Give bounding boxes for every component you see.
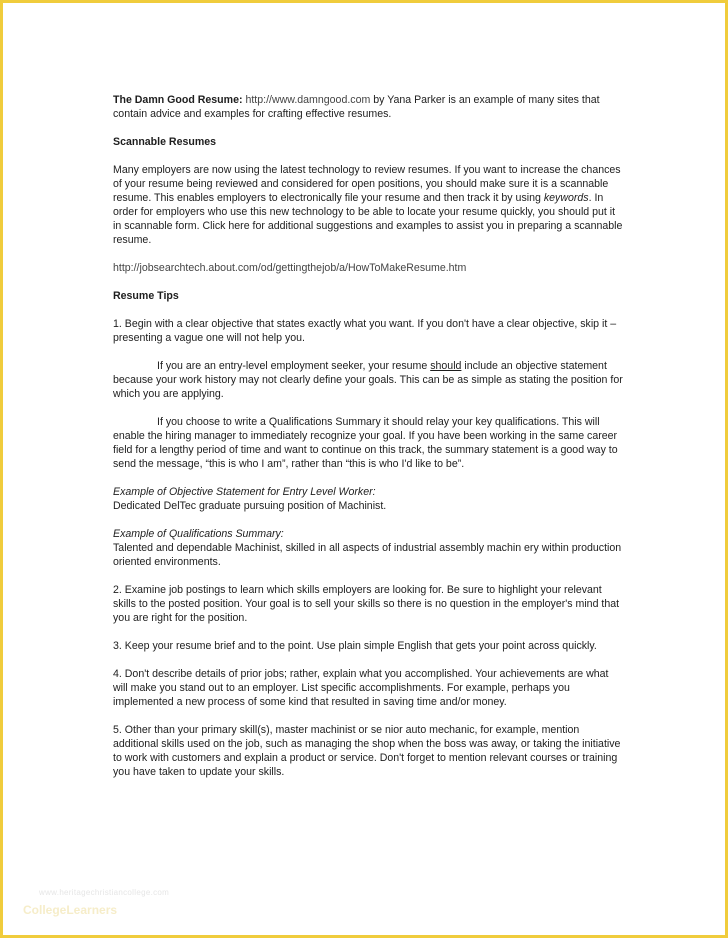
- tip-1-entry-text-a: If you are an entry-level employment seeker, your resume: [157, 360, 431, 372]
- should-underlined: should: [430, 360, 462, 372]
- intro-lead: The Damn Good Resume:: [113, 94, 243, 106]
- scannable-paragraph: [113, 163, 623, 247]
- example-1-label: Example of Objective Statement for Entry Level Worker:: [113, 486, 376, 498]
- scannable-text-a: Many employers are now using the latest technology to review resumes. If you want to increase the chances of your resume being reviewed and considered for open positions, you should make sure it is a scannable resume. This enables employers to electronically file your resume and then track it by using: [113, 164, 621, 204]
- intro-text: by Yana Parker is an example of many sites that contain advice and examples for crafting effective resumes.: [113, 94, 600, 120]
- scannable-link[interactable]: http://jobsearchtech.about.com/od/gettingthejob/a/HowToMakeResume.htm: [113, 262, 467, 274]
- tip-5: 5. Other than your primary skill(s), master machinist or se nior auto mechanic, for example, mention additional skills used on the job, such as managing the shop when the boss was away, or taking the initiative to work with customers and explain a product or service. Don't forget to mention relevant courses or training you have taken to update your skills.: [113, 724, 621, 778]
- intro-link[interactable]: http://www.damngood.com: [245, 94, 371, 106]
- intro-paragraph: [113, 93, 623, 121]
- tip-1-qualifications: If you choose to write a Qualifications Summary it should relay your key qualifications. This will enable the hiring manager to immediately recognize your goal. If you have been working in the same career field for a lengthy period of time and want to continue on this track, the summary statement is a good way to send the message, “this is who I am”, rather than “this is who I'd like to be”.: [113, 416, 618, 470]
- tip-4: 4. Don't describe details of prior jobs; rather, explain what you accomplished. Your achievements are what will make you stand out to an employer. List specific accomplishments. For example, perhaps you implemented a new process of some kind that resulted in saving time and/or money.: [113, 668, 609, 708]
- tip-2: 2. Examine job postings to learn which skills employers are looking for. Be sure to highlight your relevant skills to the posted position. Your goal is to sell your skills so there is no question in the employer's mind that you are right for the position.: [113, 584, 620, 624]
- tip-1: 1. Begin with a clear objective that states exactly what you want. If you don't have a clear objective, skip it – presenting a vague one will not help you.: [113, 318, 617, 344]
- document-body: [113, 93, 623, 779]
- keywords-italic: keywords: [543, 192, 589, 204]
- tips-heading: Resume Tips: [113, 290, 179, 302]
- example-2-label: Example of Qualifications Summary:: [113, 528, 284, 540]
- example-2-text: Talented and dependable Machinist, skilled in all aspects of industrial assembly machin ery within production oriented environments.: [113, 542, 622, 568]
- watermark-logo: CollegeLearners: [23, 903, 118, 917]
- watermark-url: www.heritagechristiancollege.com: [39, 888, 170, 897]
- scannable-heading: Scannable Resumes: [113, 136, 217, 148]
- example-1-text: Dedicated DelTec graduate pursuing position of Machinist.: [113, 500, 387, 512]
- tip-1-entry-text-b: include an objective statement because your work history may not clearly define your goals. This can be as simple as stating the position for which you are applying.: [113, 360, 623, 400]
- tip-3: 3. Keep your resume brief and to the point. Use plain simple English that gets your point across quickly.: [113, 640, 597, 652]
- tip-1-entry-level: [113, 359, 623, 401]
- scannable-text-b: . In order for employers who use this new technology to be able to locate your resume quickly, you should put it in scannable form. Click here for additional suggestions and examples to assist you in preparing a scannable resume.: [113, 192, 623, 246]
